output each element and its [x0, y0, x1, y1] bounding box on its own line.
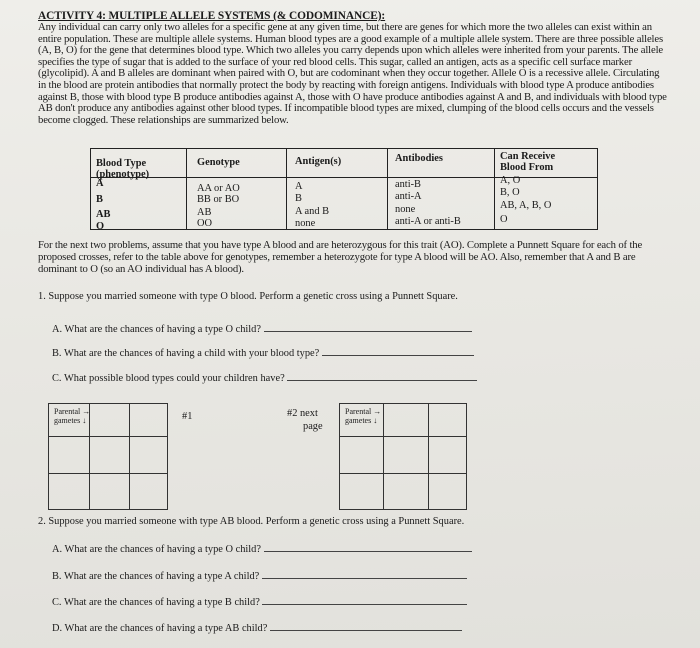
header-antigens: Antigen(s) — [295, 156, 342, 167]
header-blood-type: Blood Type — [96, 158, 147, 169]
row-genotype: AA or AO — [197, 183, 240, 194]
answer-2d-blank[interactable] — [270, 621, 462, 631]
row-can-receive: B, O — [500, 187, 520, 198]
problem-2-prompt: 2. Suppose you married someone with type AB blood. Perform a genetic cross using a Punnett Square. — [38, 516, 465, 527]
row-antibodies: none — [395, 204, 416, 215]
intro-paragraph: Any individual can carry only two alleles for a specific gene at any given time, but there are genes for which more the two alleles can exist within an entire population. These are multiple allele systems. Human blood types are a good example of a multiple allele system. There are three possible alleles (A, B, O) for the gene that determines blood type. Which two alleles you carry depends upon which alleles were inherited from your parents. The allele specifies the type of sugar that is added to the surface of your red blood cells. This sugar, called an antigen, acts as a specific cell surface marker (glycolipid). A and B alleles are dominant when paired with O, but are codominant when they occur together. Allele O is a recessive allele. Circulating in the blood are protein antibodies that normally protect the body by reacting with foreign antigens. Individuals with blood type A produce antibodies against B, those with blood type B produce antibodies against A, those with O have produce antibodies against A and B, and individuals with blood type AB don't produce any antibodies against other blood types. If incompatible blood types are mixed, clumping of the blood cells occurs and the vessels become clogged. These relationships are summarized below. — [38, 21, 667, 126]
row-blood-type: B — [96, 194, 103, 205]
question-1a — [52, 322, 472, 335]
gametes-label: gametes ↓ — [345, 416, 378, 425]
question-2c — [52, 595, 467, 608]
row-can-receive: AB, A, B, O — [500, 200, 552, 211]
parental-label: Parental → — [345, 407, 382, 416]
question-1b — [52, 346, 474, 359]
punnett-label-2-page: page — [303, 421, 323, 432]
answer-1a-blank[interactable] — [264, 322, 472, 332]
question-2b — [52, 569, 467, 582]
question-1b-text: B. What are the chances of having a child with your blood type? — [52, 348, 320, 359]
row-antigen: B — [295, 193, 302, 204]
activity-title: ACTIVITY 4: MULTIPLE ALLELE SYSTEMS (& CODOMINANCE): — [38, 10, 386, 22]
punnett-label-1: #1 — [182, 411, 193, 422]
instructions-paragraph: For the next two problems, assume that you have type A blood and are heterozygous for this trait (AO). Complete a Punnett Square for each of the proposed crosses, refer to the table above for genotypes, remember a heterozygote for type A blood will be AO. Also, remember that A and B are dominant to O (so an AO individual has A blood). — [38, 239, 643, 275]
header-blood-from: Blood From — [500, 162, 554, 173]
row-antigen: A and B — [295, 206, 330, 217]
punnett-square-1[interactable] — [48, 403, 168, 510]
row-antigen: none — [295, 218, 316, 229]
question-2d — [52, 621, 462, 634]
row-genotype: OO — [197, 218, 213, 229]
header-genotype: Genotype — [197, 157, 240, 168]
answer-2a-blank[interactable] — [264, 542, 472, 552]
punnett-label-2: #2 next — [287, 408, 318, 419]
header-phenotype: (phenotype) — [96, 169, 150, 180]
question-2c-text: C. What are the chances of having a type B child? — [52, 597, 260, 608]
blood-type-table — [90, 148, 598, 230]
row-genotype: BB or BO — [197, 194, 240, 205]
question-1c — [52, 371, 477, 384]
row-genotype: AB — [197, 207, 212, 218]
row-blood-type: AB — [96, 209, 111, 220]
row-can-receive: A, O — [500, 175, 521, 186]
row-antibodies: anti-B — [395, 179, 421, 190]
row-blood-type: O — [96, 221, 105, 232]
question-2a-text: A. What are the chances of having a type O child? — [52, 544, 261, 555]
parental-label: Parental → — [54, 407, 91, 416]
punnett-square-2[interactable] — [339, 403, 467, 510]
row-antigen: A — [295, 181, 303, 192]
gametes-label: gametes ↓ — [54, 416, 87, 425]
answer-1b-blank[interactable] — [322, 346, 474, 356]
answer-2b-blank[interactable] — [262, 569, 467, 579]
question-2d-text: D. What are the chances of having a type AB child? — [52, 623, 268, 634]
answer-2c-blank[interactable] — [262, 595, 467, 605]
question-2b-text: B. What are the chances of having a type A child? — [52, 571, 260, 582]
row-antibodies: anti-A or anti-B — [395, 216, 461, 227]
row-antibodies: anti-A — [395, 191, 422, 202]
problem-1-prompt: 1. Suppose you married someone with type O blood. Perform a genetic cross using a Punnett Square. — [38, 291, 458, 302]
header-antibodies: Antibodies — [395, 153, 443, 164]
question-1a-text: A. What are the chances of having a type O child? — [52, 324, 261, 335]
header-can-receive: Can Receive — [500, 151, 556, 162]
row-can-receive: O — [500, 214, 508, 225]
row-blood-type: A — [96, 178, 104, 189]
question-2a — [52, 542, 472, 555]
question-1c-text: C. What possible blood types could your children have? — [52, 373, 285, 384]
answer-1c-blank[interactable] — [287, 371, 477, 381]
